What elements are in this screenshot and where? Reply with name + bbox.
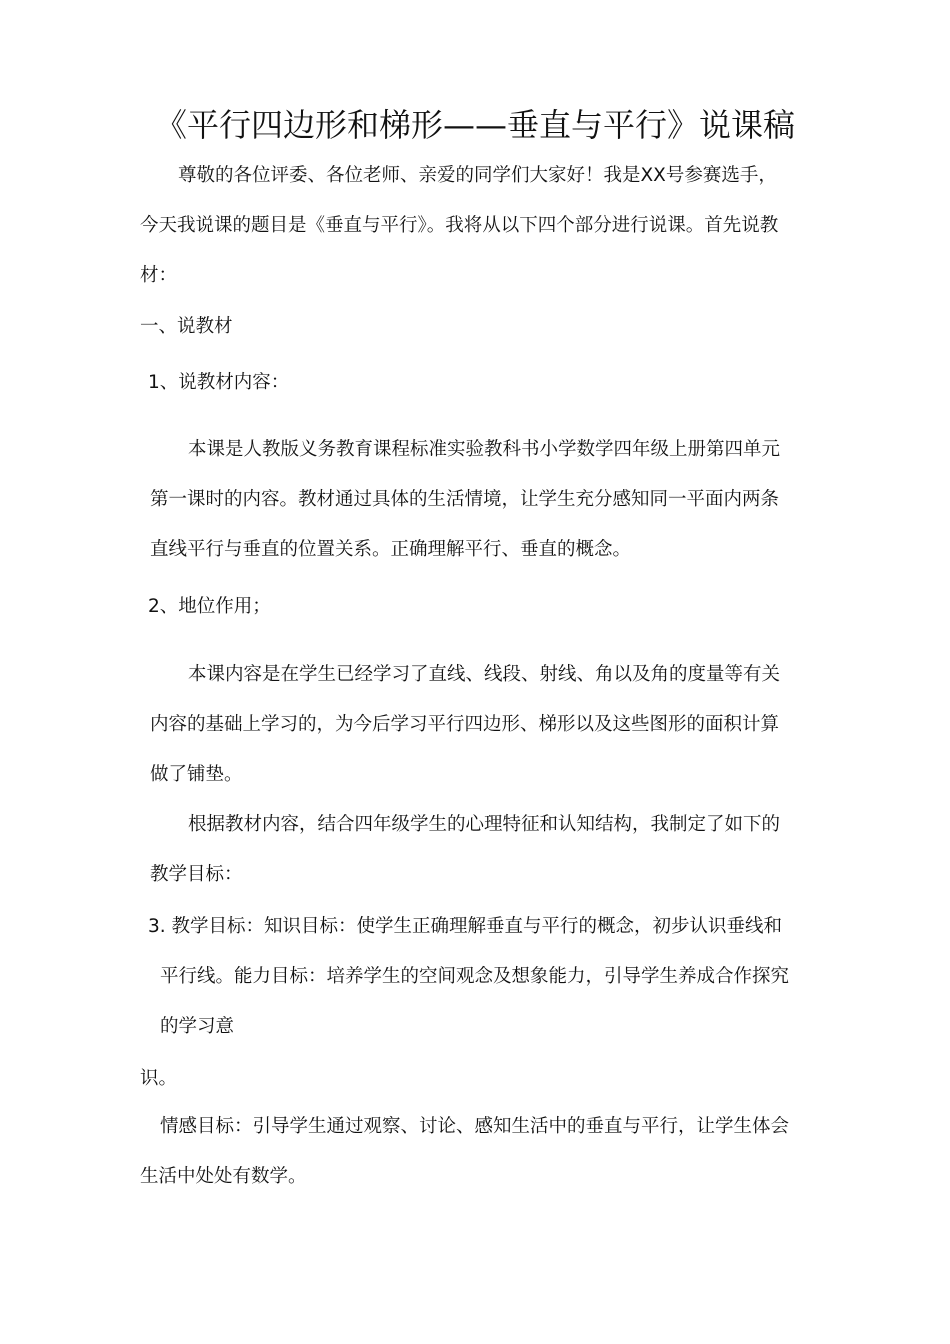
intro-line-3: 材：	[140, 265, 178, 286]
role-line-1: 本课内容是在学生已经学习了直线、线段、射线、角以及角的度量等有关	[188, 664, 781, 685]
document-title: 《平行四边形和梯形——垂直与平行》说课稿	[154, 106, 795, 144]
emotion-goal-line-1: 情感目标：引导学生通过观察、讨论、感知生活中的垂直与平行，让学生体会	[160, 1116, 790, 1137]
intro-line-1: 尊敬的各位评委、各位老师、亲爱的同学们大家好！我是XX号参赛选手，	[178, 165, 777, 186]
basis-line-2: 教学目标：	[150, 864, 243, 885]
intro-line-2: 今天我说课的题目是《垂直与平行》。我将从以下四个部分进行说课。首先说教	[140, 215, 779, 236]
goals-line-2: 平行线。能力目标：培养学生的空间观念及想象能力，引导学生养成合作探究	[160, 966, 790, 987]
goals-line-3: 的学习意	[160, 1016, 235, 1037]
goals-line-4: 识。	[140, 1068, 178, 1089]
subheading-textbook-content: 1、说教材内容：	[148, 372, 290, 393]
role-line-2: 内容的基础上学习的，为今后学习平行四边形、梯形以及这些图形的面积计算	[150, 714, 780, 735]
content-line-1: 本课是人教版义务教育课程标准实验教科书小学数学四年级上册第四单元	[188, 439, 781, 460]
subheading-status-role: 2、地位作用；	[148, 596, 271, 617]
basis-line-1: 根据教材内容，结合四年级学生的心理特征和认知结构，我制定了如下的	[188, 814, 781, 835]
content-line-3: 直线平行与垂直的位置关系。正确理解平行、垂直的概念。	[150, 539, 632, 560]
emotion-goal-line-2: 生活中处处有数学。	[140, 1166, 307, 1187]
goals-line-1: 3. 教学目标：知识目标：使学生正确理解垂直与平行的概念，初步认识垂线和	[148, 916, 783, 937]
role-line-3: 做了铺垫。	[150, 764, 243, 785]
section-heading-textbook: 一、说教材	[140, 316, 233, 337]
content-line-2: 第一课时的内容。教材通过具体的生活情境，让学生充分感知同一平面内两条	[150, 489, 780, 510]
